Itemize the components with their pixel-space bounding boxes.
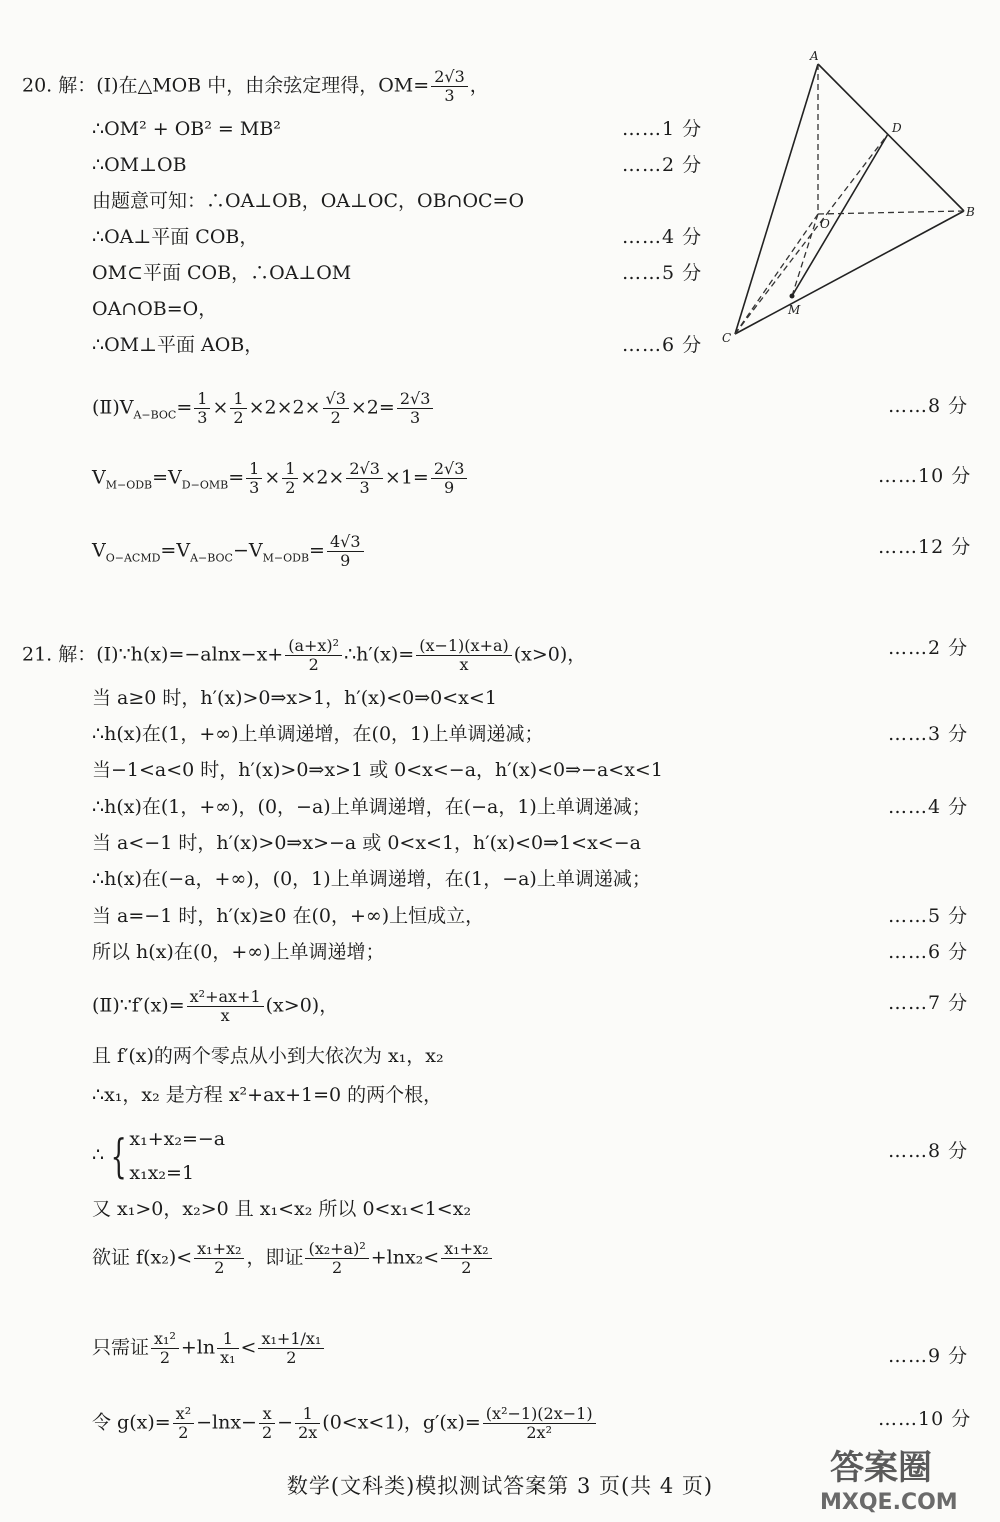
edge-MD — [792, 134, 888, 296]
fraction: $\frac{\text{x₁+x₂}}{2}$ — [441, 1240, 491, 1277]
label-B: B — [966, 205, 975, 219]
fraction: $\frac{(x-1)(x+a)}{x}$ — [416, 637, 512, 674]
fraction: $\frac{\text{(x²−1)(2x−1)}}{\text{2x²}}$ — [483, 1405, 596, 1442]
fraction: $\frac{1}{\text{x₁}}$ — [217, 1330, 238, 1367]
q21-part2-derivative: (Ⅱ)∵f′(x)= $\frac{\text{x²+ax+1}}{x}$ (x>0)， — [92, 987, 339, 1025]
score-label: ……8 分 — [888, 395, 969, 417]
q20-volume-line-3: $V_{O-ACMD}=V_{A-BOC}-V_{M-ODB}=$ $\frac{4√3}{9}$ — [92, 533, 366, 570]
score-label: ……2 分 — [888, 637, 969, 659]
fraction: $\frac{1}{2}$ — [282, 460, 298, 497]
q21-line: ∴h(x)在(1，+∞)，(0，−a)上单调递增，在(−a，1)上单调递减； — [92, 796, 651, 818]
score-label: ……8 分 — [888, 1140, 969, 1162]
q21-line: 当 a≥0 时，h′(x)>0⇒x>1，h′(x)<0⇒0<x<1 — [92, 687, 497, 709]
fraction: $\frac{2√3}{3}$ — [397, 390, 434, 427]
brace-icon: { — [110, 1129, 127, 1183]
fraction: $\frac{\text{x²}}{2}$ — [173, 1405, 194, 1442]
score-label: ……6 分 — [888, 941, 969, 963]
score-label: ……7 分 — [888, 992, 969, 1014]
fraction: $\frac{2√3}{9}$ — [431, 460, 468, 497]
tetrahedron-figure — [712, 44, 988, 354]
q21-line: 当−1<a<0 时，h′(x)>0⇒x>1 或 0<x<−a，h′(x)<0⇒−a<x<1 — [92, 759, 663, 781]
q21-zero-line: 且 f′(x)的两个零点从小到大依次为 x₁，x₂ — [92, 1045, 444, 1067]
q20-line: ∴OA⊥平面 COB， — [92, 226, 259, 248]
score-label: ……12 分 — [878, 536, 972, 558]
q21-let-line: 令 g(x)= $\frac{\text{x²}}{2}$ −lnx− $\frac{x}{2}$ − $\frac{1}{2x}$ (0<x<1)，g′(x)= $\frac{\text{(x²−1)(2x−1)}}{\text{2x²}}$ — [92, 1405, 598, 1442]
point-M — [790, 294, 795, 299]
score-label: ……3 分 — [888, 723, 969, 745]
fraction: $\frac{√3}{2}$ — [323, 390, 349, 427]
score-label: ……5 分 — [622, 262, 703, 284]
score-label: ……4 分 — [888, 796, 969, 818]
label-C: C — [722, 331, 732, 345]
q21-line: 当 a<−1 时，h′(x)>0⇒x>−a 或 0<x<1，h′(x)<0⇒1<x<−a — [92, 832, 641, 854]
score-label: ……10 分 — [878, 1408, 972, 1430]
watermark-logo — [820, 1440, 990, 1518]
q21-line: 当 a=−1 时，h′(x)≥0 在(0，+∞)上恒成立， — [92, 905, 485, 927]
watermark-url: MXQE.COM — [820, 1490, 958, 1515]
fraction: $\frac{\text{x₁+x₂}}{2}$ — [194, 1240, 244, 1277]
fraction: $\frac{1}{3}$ — [246, 460, 262, 497]
dashed-CD — [735, 134, 888, 334]
q21-head: 21. 解：(Ⅰ)∵h(x)=−alnx−x+ $\frac{\text{(a+x)²}}{2}$ ∴h′(x)= $\frac{(x-1)(x+a)}{x}$ (x>0)， — [22, 636, 587, 674]
fraction: $\frac{\text{x²+ax+1}}{x}$ — [187, 988, 264, 1025]
q21-need-line: 只需证 $\frac{\text{x₁²}}{2}$ +ln $\frac{1}{\text{x₁}}$ < $\frac{\text{x₁+1/x₁}}{2}$ — [92, 1330, 326, 1367]
label-M: M — [788, 303, 801, 317]
q21-system: ∴ { x₁+x₂=−a x₁x₂=1 — [92, 1128, 226, 1184]
fraction: $\frac{2√3}{3}$ — [431, 68, 468, 105]
q20-line: OM⊂平面 COB，∴OA⊥OM — [92, 262, 352, 284]
fraction: $\frac{1}{2}$ — [230, 390, 246, 427]
q20-line: ∴OM⊥OB — [92, 154, 187, 176]
q20-volume-line-2: $V_{M-ODB}=V_{D-OMB}=$ $\frac{1}{3}$ × $\frac{1}{2}$ ×2× $\frac{2√3}{3}$ ×1= $\frac{2√3}{9}$ — [92, 460, 469, 497]
dashed-OB — [818, 211, 964, 214]
q20-line: ∴OM⊥平面 AOB， — [92, 334, 264, 356]
edge-AB — [818, 64, 964, 211]
fraction: $\frac{\text{(a+x)²}}{2}$ — [285, 637, 342, 674]
edge-CB — [735, 211, 964, 334]
q21-prove-line: 欲证 f(x₂)< $\frac{\text{x₁+x₂}}{2}$ ，即证 $\frac{\text{(x₂+a)²}}{2}$ +lnx₂< $\frac{\text{x₁+x₂}}{2}$ — [92, 1240, 494, 1277]
fraction: $\frac{1}{3}$ — [194, 390, 210, 427]
score-label: ……9 分 — [888, 1345, 969, 1367]
q20-head: 20. 解：(Ⅰ)在△MOB 中，由余弦定理得，OM= $\frac{2√3}{3}$ ， — [22, 67, 489, 105]
score-label: ……5 分 — [888, 905, 969, 927]
q20-volume-line-1: $(Ⅱ)V_{A-BOC}=$ $\frac{1}{3}$ × $\frac{1}{2}$ ×2×2× $\frac{√3}{2}$ ×2= $\frac{2√3}{3}$ — [92, 390, 435, 427]
label-D: D — [892, 121, 902, 135]
watermark-text: 答案圈 — [830, 1448, 932, 1488]
q20-line: ∴OM² + OB² = MB² — [92, 118, 281, 140]
label-A: A — [810, 49, 819, 63]
score-label: ……6 分 — [622, 334, 703, 356]
q21-line: ∴h(x)在(1，+∞)上单调递增，在(0，1)上单调递减； — [92, 723, 544, 745]
q20-head-text: 20. 解：(Ⅰ)在△MOB 中，由余弦定理得，OM= — [22, 74, 430, 97]
fraction: $\frac{\text{x₁+1/x₁}}{2}$ — [258, 1330, 324, 1367]
fraction: $\frac{\text{x₁²}}{2}$ — [151, 1330, 179, 1367]
q21-again-line: 又 x₁>0，x₂>0 且 x₁<x₂ 所以 0<x₁<1<x₂ — [92, 1198, 472, 1220]
page-footer: 数学(文科类)模拟测试答案第 3 页(共 4 页) — [286, 1474, 714, 1498]
score-label: ……4 分 — [622, 226, 703, 248]
dashed-OM — [792, 214, 818, 296]
score-label: ……1 分 — [622, 118, 703, 140]
q21-line: ∴h(x)在(−a，+∞)，(0，1)上单调递增，在(1，−a)上单调递减； — [92, 868, 651, 890]
fraction: $\frac{4√3}{9}$ — [327, 533, 364, 570]
fraction: $\frac{\text{(x₂+a)²}}{2}$ — [305, 1240, 368, 1277]
score-label: ……2 分 — [622, 154, 703, 176]
q21-root-line: ∴x₁，x₂ 是方程 x²+ax+1=0 的两个根， — [92, 1084, 443, 1106]
q20-line: OA∩OB=O， — [92, 298, 218, 320]
score-label: ……10 分 — [878, 465, 972, 487]
fraction: $\frac{x}{2}$ — [259, 1405, 275, 1442]
fraction: $\frac{1}{2x}$ — [295, 1405, 320, 1442]
edge-AC — [735, 64, 818, 334]
q21-line: 所以 h(x)在(0，+∞)上单调递增； — [92, 941, 385, 963]
q20-line: 由题意可知：∴OA⊥OB，OA⊥OC，OB∩OC=O — [92, 190, 525, 212]
fraction: $\frac{2√3}{3}$ — [346, 460, 383, 497]
label-O: O — [820, 217, 830, 231]
